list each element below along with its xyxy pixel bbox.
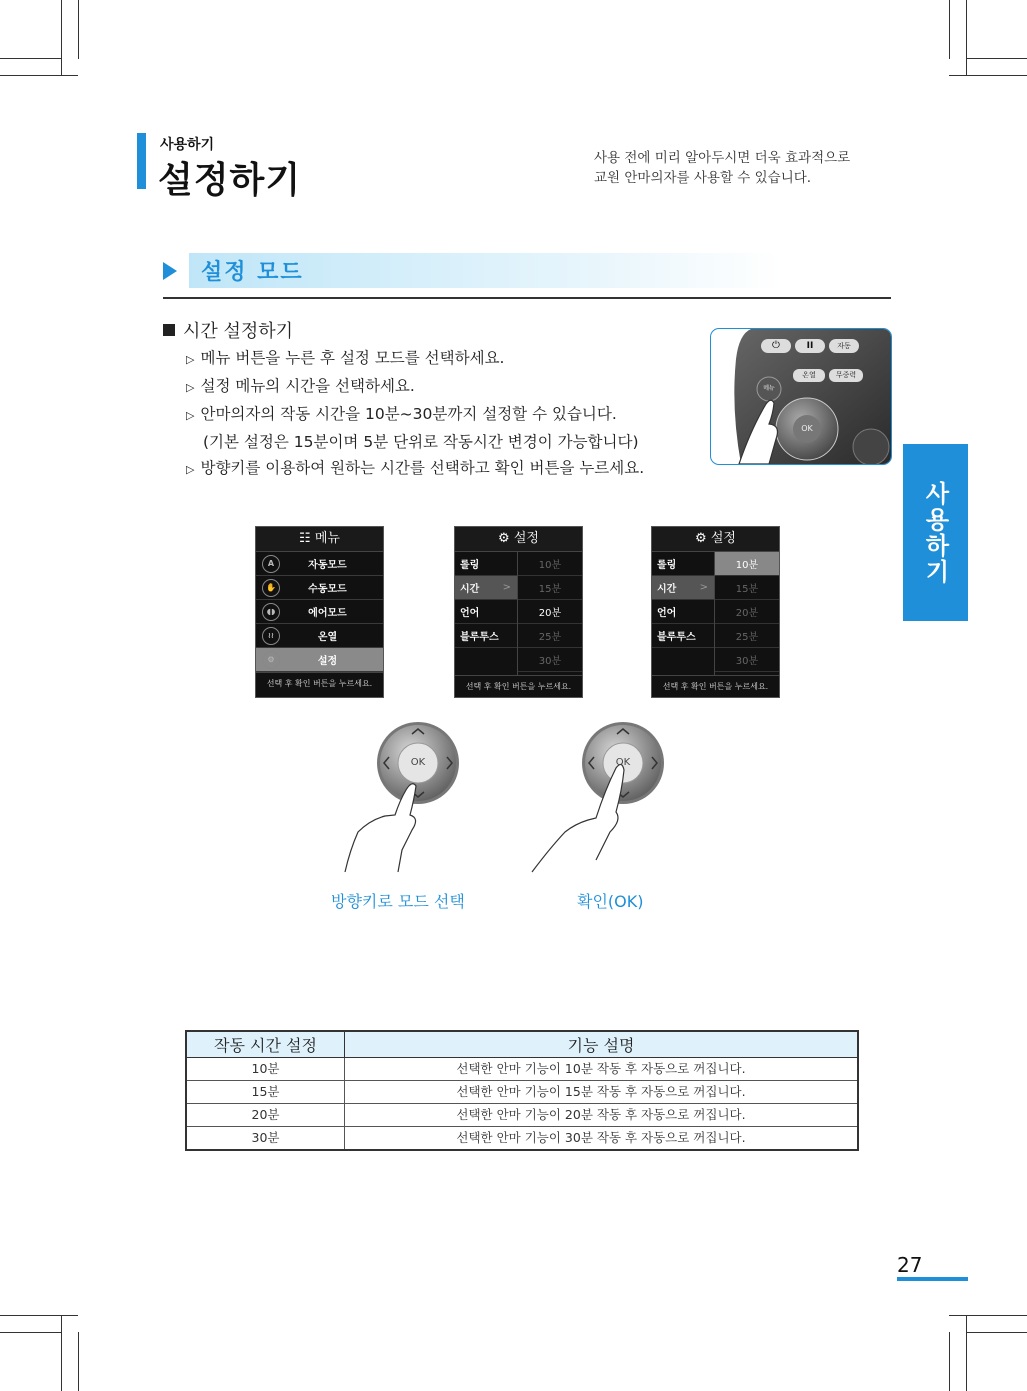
heat-icon: ≀≀ — [262, 627, 280, 645]
crop-mark — [0, 1315, 78, 1316]
settings-screen-footer: 선택 후 확인 버튼을 누르세요. — [652, 675, 779, 697]
subsection-title: 시간 설정하기 — [183, 321, 294, 342]
instruction-item: ▷ 방향키를 이용하여 원하는 시간를 선택하고 확인 버튼을 누르세요. — [186, 455, 644, 483]
header-accent-bar — [137, 133, 146, 189]
table-cell: 20분 — [186, 1104, 345, 1127]
crop-mark — [949, 0, 950, 59]
settings-screen — [454, 526, 583, 698]
menu-screen-header: ☷ 메뉴 — [256, 527, 383, 552]
air-icon: ◖◗ — [262, 603, 280, 621]
power-button[interactable]: ⏻ — [772, 340, 780, 351]
ok-label: OK — [615, 757, 631, 768]
ok-label: OK — [410, 757, 426, 768]
dial-drawing — [340, 720, 470, 875]
time-option-selected[interactable]: 10분 — [715, 552, 779, 576]
instruction-item: ▷ 설정 메뉴의 시간을 선택하세요. — [186, 373, 644, 401]
table-cell: 30분 — [186, 1127, 345, 1151]
crop-mark — [966, 1332, 1027, 1333]
triangle-bullet-icon: ▷ — [186, 409, 195, 422]
time-option[interactable]: 30분 — [518, 648, 582, 672]
remote-illustration — [710, 328, 892, 465]
crop-mark — [966, 1315, 967, 1391]
menu-screen-footer: 선택 후 확인 버튼을 누르세요. — [256, 672, 383, 694]
table-row — [186, 1104, 858, 1127]
time-option[interactable]: 25분 — [518, 624, 582, 648]
intro-text — [594, 148, 850, 188]
table-cell: 선택한 안마 기능이 30분 작동 후 자동으로 꺼집니다. — [345, 1127, 859, 1151]
caption-confirm: 확인(OK) — [577, 892, 644, 911]
time-option[interactable]: 10분 — [518, 552, 582, 576]
table-header-row — [186, 1031, 858, 1058]
crop-mark — [966, 58, 1027, 59]
table-row — [186, 1081, 858, 1104]
menu-item-settings[interactable]: ⚙ 설정 — [256, 648, 383, 672]
table-header-cell: 기능 설명 — [345, 1031, 859, 1058]
triangle-bullet-icon: ▷ — [186, 353, 195, 366]
pause-button[interactable]: II — [806, 341, 814, 351]
settings-item-rolling[interactable]: 롤링 — [652, 552, 714, 576]
table-row — [186, 1058, 858, 1081]
auto-button[interactable]: 자동 — [837, 342, 851, 350]
settings-screen-header: ⚙ 설정 — [652, 527, 779, 552]
chevron-right-icon: > — [699, 582, 708, 593]
menu-screen — [255, 526, 384, 698]
instruction-item: ▷ 메뉴 버튼을 누른 후 설정 모드를 선택하세요. — [186, 345, 644, 373]
menu-item-air[interactable]: ◖◗ 에어모드 — [256, 600, 383, 624]
instruction-list — [186, 345, 644, 483]
square-bullet-icon — [163, 324, 175, 336]
table-cell: 선택한 안마 기능이 10분 작동 후 자동으로 꺼집니다. — [345, 1058, 859, 1081]
settings-item-bluetooth[interactable]: 블루투스 — [455, 624, 517, 648]
settings-screen-selected — [651, 526, 780, 698]
settings-item-language[interactable]: 언어 — [652, 600, 714, 624]
heat-button[interactable]: 온열 — [802, 371, 816, 379]
section-divider — [163, 297, 891, 299]
page-number-underline — [897, 1277, 968, 1281]
time-setting-table — [185, 1030, 859, 1151]
table-cell: 선택한 안마 기능이 15분 작동 후 자동으로 꺼집니다. — [345, 1081, 859, 1104]
time-option[interactable]: 20분 — [715, 600, 779, 624]
crop-mark — [78, 1332, 79, 1391]
crop-mark — [949, 75, 1027, 76]
settings-screen-footer: 선택 후 확인 버튼을 누르세요. — [455, 675, 582, 697]
time-option[interactable]: 15분 — [518, 576, 582, 600]
section-title: 설정 모드 — [201, 260, 304, 285]
triangle-bullet-icon: ▷ — [186, 381, 195, 394]
settings-item-bluetooth[interactable]: 블루투스 — [652, 624, 714, 648]
intro-line: 교원 안마의자를 사용할 수 있습니다. — [594, 170, 812, 186]
zero-gravity-button[interactable]: 무중력 — [835, 371, 857, 379]
settings-screen-header: ⚙ 설정 — [455, 527, 582, 552]
table-header-cell: 작동 시간 설정 — [186, 1031, 345, 1058]
table-cell: 10분 — [186, 1058, 345, 1081]
settings-item-rolling[interactable]: 롤링 — [455, 552, 517, 576]
side-tab-label: 사용하기 — [921, 480, 949, 585]
time-option[interactable]: 15분 — [715, 576, 779, 600]
crop-mark — [949, 1332, 950, 1391]
hand-icon: ✋ — [262, 579, 280, 597]
ok-button[interactable]: OK — [801, 424, 813, 433]
settings-item-language[interactable]: 언어 — [455, 600, 517, 624]
settings-item-time[interactable]: 시간 > — [455, 576, 517, 600]
crop-mark — [0, 1332, 61, 1333]
table-cell: 선택한 안마 기능이 20분 작동 후 자동으로 꺼집니다. — [345, 1104, 859, 1127]
gear-icon: ⚙ — [262, 651, 280, 669]
menu-item-auto[interactable]: A 자동모드 — [256, 552, 383, 576]
crop-mark — [966, 0, 967, 76]
direction-dial-illustration — [340, 720, 470, 875]
caption-direction: 방향키로 모드 선택 — [331, 892, 465, 911]
crop-mark — [0, 58, 61, 59]
time-option[interactable]: 30분 — [715, 648, 779, 672]
section-triangle-icon — [163, 262, 177, 280]
menu-button[interactable]: 메뉴 — [763, 385, 775, 392]
intro-line: 사용 전에 미리 알아두시면 더욱 효과적으로 — [594, 150, 851, 166]
menu-item-manual[interactable]: ✋ 수동모드 — [256, 576, 383, 600]
table-cell: 15분 — [186, 1081, 345, 1104]
auto-icon: A — [262, 555, 280, 573]
crop-mark — [61, 1315, 62, 1391]
ok-dial-illustration — [530, 720, 670, 875]
crop-mark — [78, 0, 79, 59]
page-title: 설정하기 — [158, 160, 302, 201]
table-row — [186, 1127, 858, 1151]
crop-mark — [0, 75, 78, 76]
crop-mark — [949, 1315, 1027, 1316]
category-label: 사용하기 — [160, 137, 215, 153]
crop-mark — [61, 0, 62, 76]
time-option[interactable]: 25분 — [715, 624, 779, 648]
instruction-item: ▷ 안마의자의 작동 시간을 10분~30분까지 설정할 수 있습니다. — [186, 401, 644, 429]
settings-item-time[interactable]: 시간 > — [652, 576, 714, 600]
instruction-note: (기본 설정은 15분이며 5분 단위로 작동시간 변경이 가능합니다) — [203, 433, 639, 451]
dial-drawing — [530, 720, 670, 875]
chevron-right-icon: > — [502, 582, 511, 593]
time-option[interactable]: 20분 — [518, 600, 582, 624]
menu-item-heat[interactable]: ≀≀ 온열 — [256, 624, 383, 648]
triangle-bullet-icon: ▷ — [186, 463, 195, 476]
page-number: 27 — [897, 1253, 923, 1277]
